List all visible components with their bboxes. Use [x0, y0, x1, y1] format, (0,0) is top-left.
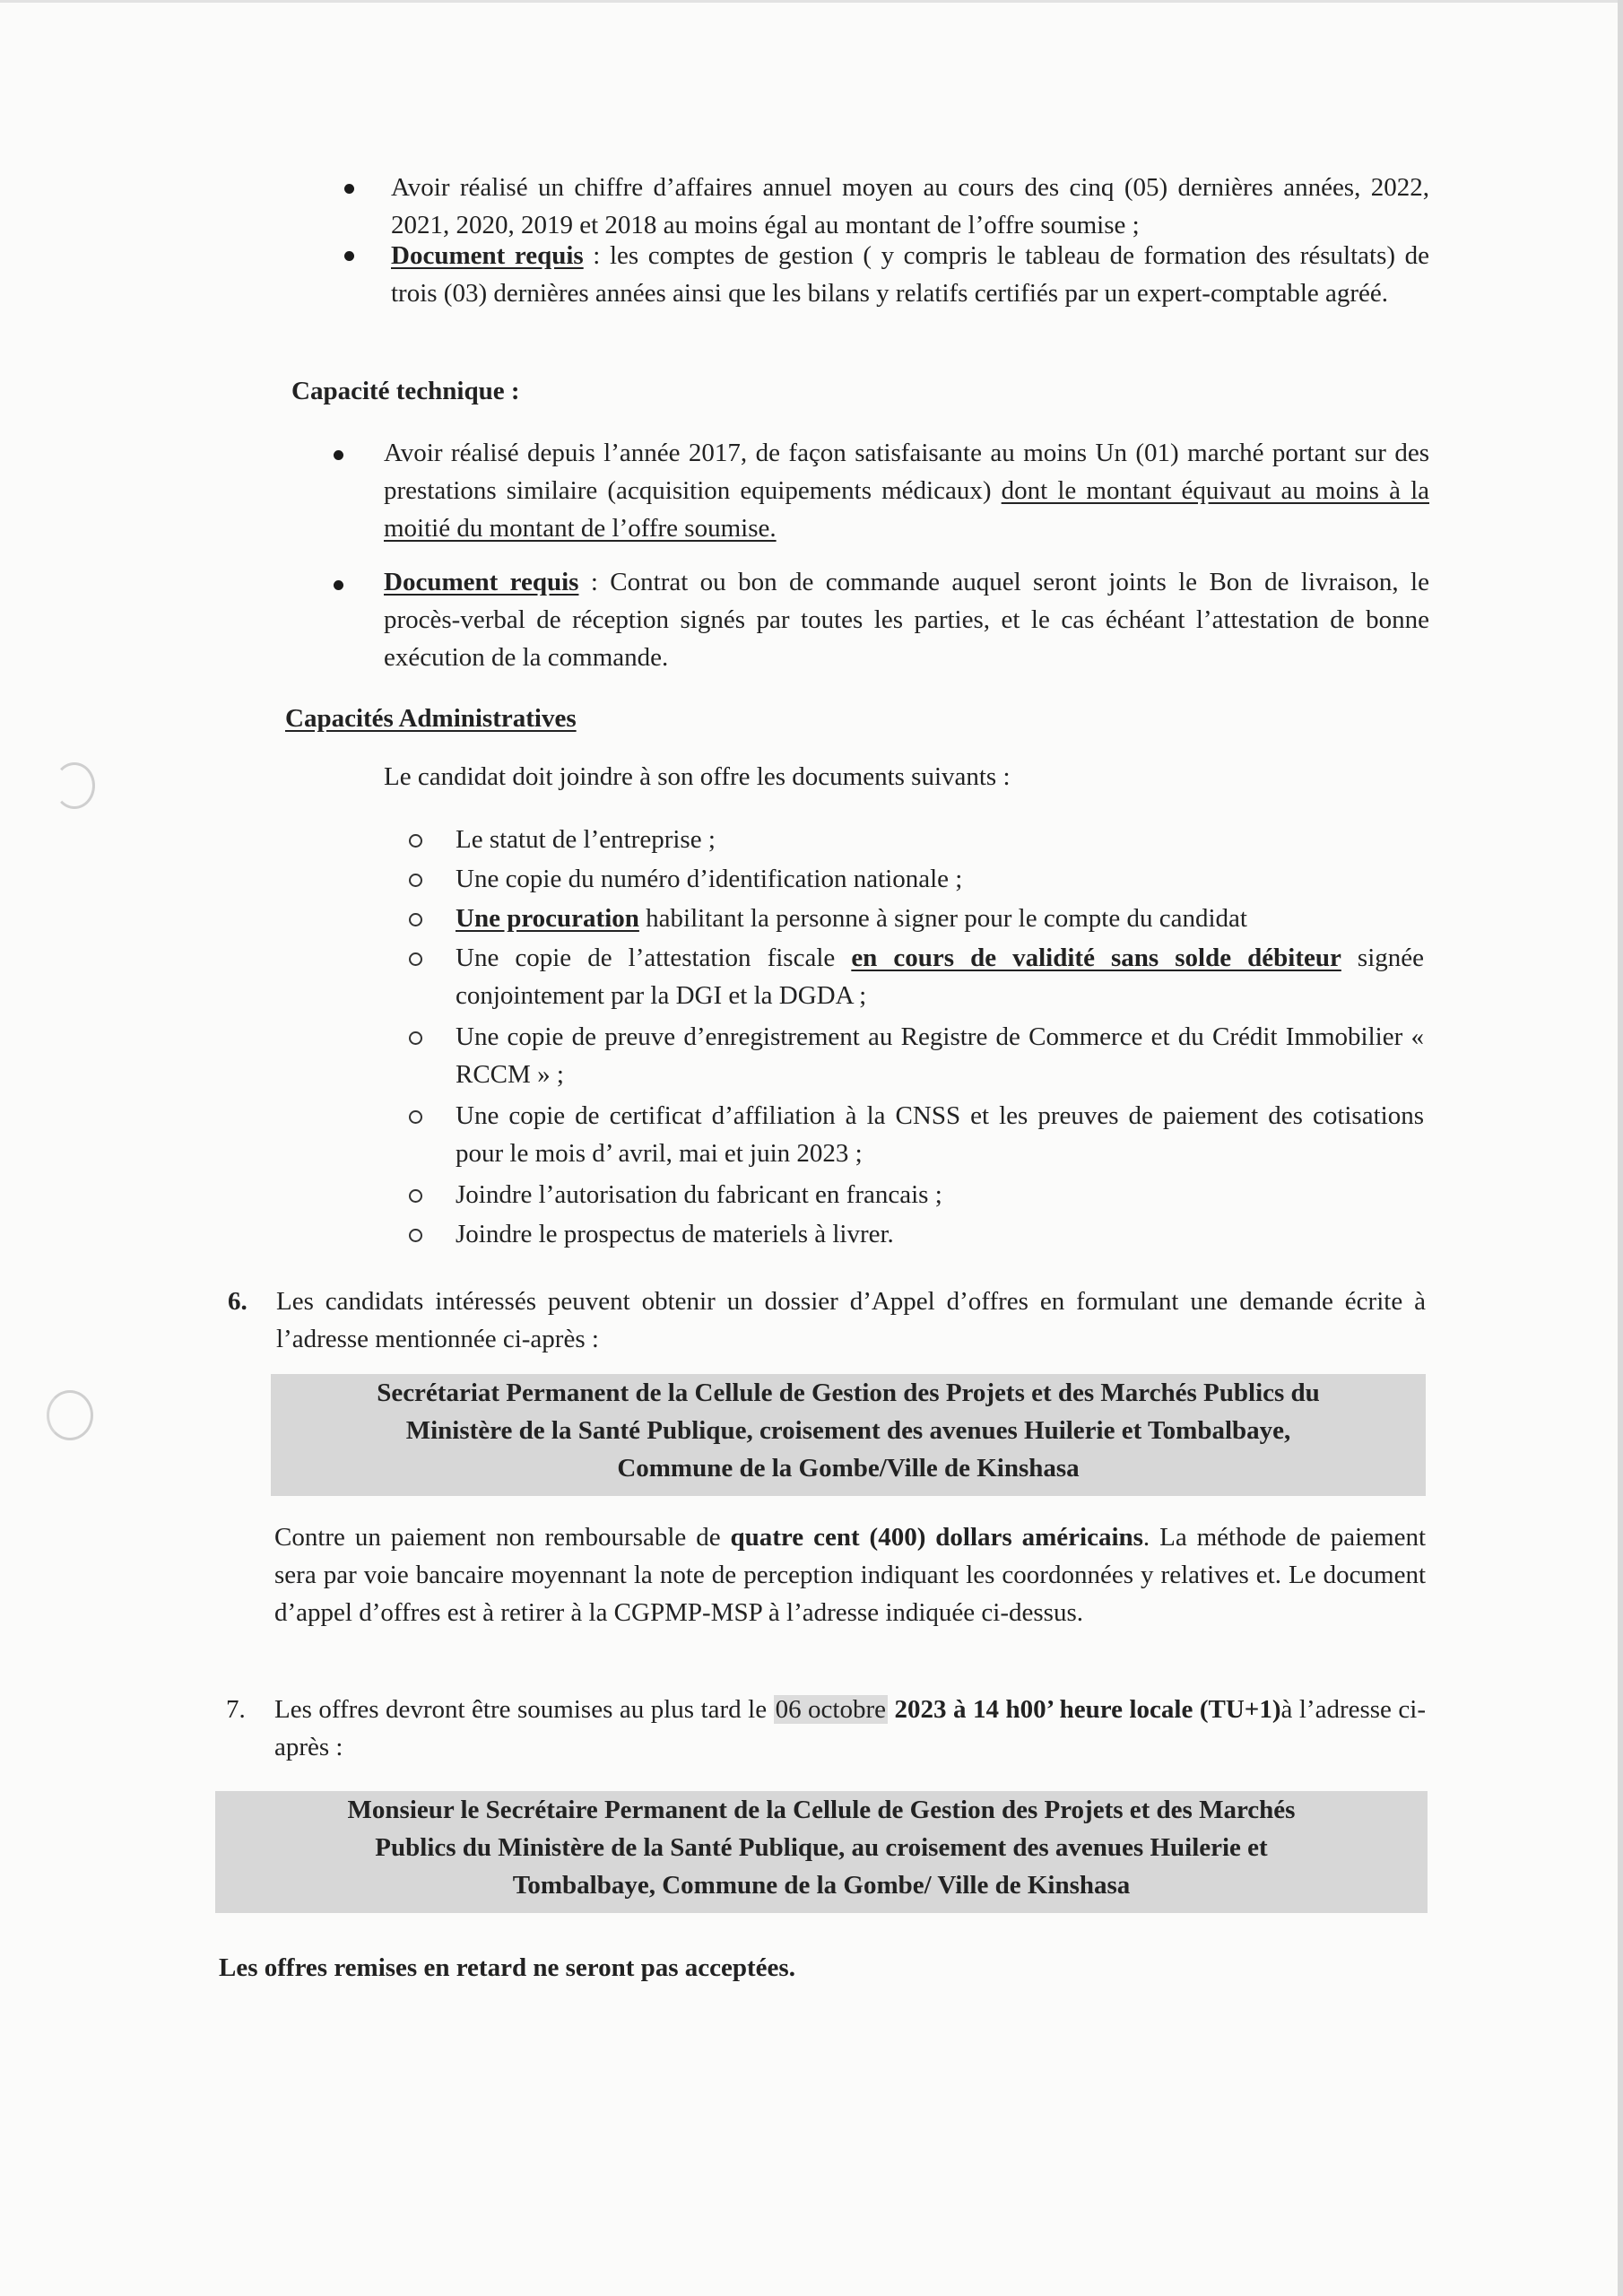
- list-circle-icon: [409, 874, 422, 887]
- item-7-address-box: [215, 1791, 1428, 1913]
- address-line: Publics du Ministère de la Santé Publique, au croisement des avenues Huilerie et: [375, 1833, 1268, 1862]
- address-line: Monsieur le Secrétaire Permanent de la Cellule de Gestion des Projets et des Marchés: [347, 1796, 1296, 1824]
- admin-item-3: [456, 900, 1424, 937]
- payment-text: Contre un paiement non remboursable de: [274, 1523, 731, 1552]
- admin-item-4-text: Une copie de l’attestation fiscale: [456, 944, 852, 972]
- admin-item-7-text: Joindre l’autorisation du fabricant en francais ;: [456, 1180, 942, 1209]
- payment-amount: quatre cent (400) dollars américains: [730, 1523, 1143, 1552]
- list-circle-icon: [409, 834, 422, 848]
- list-circle-icon: [409, 952, 422, 966]
- list-circle-icon: [409, 1229, 422, 1242]
- payment-text-rest: . La méthode de paiement sera par voie bancaire moyennant la note de perception indiquant les coordonnées y relatives et. Le document d’appel d’offres est à retirer à la CGPMP-MSP à l’adresse indiquée ci-dessus.: [274, 1523, 1426, 1627]
- item-7-text: [274, 1691, 1426, 1766]
- admin-item-6-text: Une copie de certificat d’affiliation à la CNSS et les preuves de paiement des cotisations pour le mois d’ avril, mai et juin 2023 ;: [456, 1101, 1424, 1168]
- item-7-number: 7.: [226, 1695, 246, 1724]
- admin-item-3-text: habilitant la personne à signer pour le compte du candidat: [638, 904, 1247, 933]
- punch-hole-mark: [54, 762, 95, 809]
- punch-hole-mark: [47, 1390, 93, 1440]
- deadline-timezone: heure locale (TU+1): [1053, 1695, 1281, 1724]
- admin-item-8: [456, 1215, 1424, 1253]
- document-requis-label: Document requis: [384, 568, 579, 596]
- technical-bullet-1: [384, 434, 1429, 547]
- financial-bullet-2-text: : les comptes de gestion ( y compris le tableau de formation des résultats) de trois (03) dernières années ainsi que les bilans y relatifs certifiés par un expert-comptable agréé.: [391, 241, 1430, 308]
- admin-item-4-post: signée conjointement par la DGI et la DGDA ;: [456, 944, 1424, 1010]
- admin-item-7: [456, 1176, 1424, 1213]
- admin-item-2: [456, 860, 1424, 898]
- administrative-intro: Le candidat doit joindre à son offre les documents suivants :: [384, 762, 1011, 791]
- admin-item-8-text: Joindre le prospectus de materiels à livrer.: [456, 1220, 894, 1248]
- scan-edge: [1618, 0, 1623, 2296]
- item-6-text: Les candidats intéressés peuvent obtenir un dossier d’Appel d’offres en formulant une demande écrite à l’adresse mentionnée ci-après :: [276, 1287, 1426, 1353]
- administrative-heading: Capacités Administratives: [285, 704, 577, 733]
- bullet-icon: [334, 450, 343, 460]
- item-6-number: 6.: [228, 1287, 247, 1316]
- list-circle-icon: [409, 1189, 422, 1203]
- admin-item-3-bold: Une procuration: [456, 904, 639, 933]
- address-line: Commune de la Gombe/Ville de Kinshasa: [617, 1454, 1080, 1483]
- admin-item-6: [456, 1097, 1424, 1172]
- list-circle-icon: [409, 1031, 422, 1045]
- address-line: Ministère de la Santé Publique, croisement des avenues Huilerie et Tombalbaye,: [405, 1416, 1291, 1445]
- financial-bullet-2: [391, 237, 1429, 312]
- address-line: Secrétariat Permanent de la Cellule de Gestion des Projets et des Marchés Publics du: [377, 1378, 1320, 1407]
- bullet-icon: [344, 251, 354, 261]
- deadline-time: 2023 à 14 h00’: [888, 1695, 1054, 1724]
- technical-heading: Capacité technique :: [291, 377, 520, 405]
- admin-item-5: [456, 1018, 1424, 1093]
- address-line: Tombalbaye, Commune de la Gombe/ Ville de Kinshasa: [512, 1871, 1131, 1900]
- admin-item-4-bold: en cours de validité sans solde débiteur: [851, 944, 1341, 972]
- item-7-pre: Les offres devront être soumises au plus tard le: [274, 1695, 774, 1724]
- technical-bullet-1-underlined: dont le montant équivaut au moins à la moitié du montant de l’offre soumise.: [384, 476, 1429, 543]
- admin-item-1-text: Le statut de l’entreprise ;: [456, 825, 716, 854]
- technical-bullet-1-text: Avoir réalisé depuis l’année 2017, de façon satisfaisante au moins Un (01) marché portant sur des prestations similaire (acquisition equipements médicaux): [384, 439, 1429, 505]
- technical-bullet-2-text: : Contrat ou bon de commande auquel seront joints le Bon de livraison, le procès-verbal de réception signés par toutes les parties, et le cas échéant l’attestation de bonne exécution de la commande.: [384, 568, 1429, 672]
- financial-bullet-1: Avoir réalisé un chiffre d’affaires annuel moyen au cours des cinq (05) dernières années, 2022, 2021, 2020, 2019 et 2018 au moins égal au montant de l’offre soumise ;: [391, 173, 1429, 239]
- admin-item-2-text: Une copie du numéro d’identification nationale ;: [456, 865, 963, 893]
- item-7-post: à l’adresse ci-après :: [274, 1695, 1426, 1761]
- admin-item-4: [456, 939, 1424, 1014]
- bullet-icon: [334, 580, 343, 590]
- item-6-payment: [274, 1518, 1426, 1631]
- list-circle-icon: [409, 913, 422, 926]
- admin-item-1: [456, 821, 1424, 858]
- closing-statement: Les offres remises en retard ne seront pas acceptées.: [219, 1953, 795, 1982]
- document-requis-label: Document requis: [391, 241, 584, 270]
- list-circle-icon: [409, 1110, 422, 1124]
- item-6-address-box: [271, 1374, 1426, 1496]
- scan-edge: [0, 0, 1623, 3]
- deadline-date: 06 octobre: [775, 1695, 887, 1724]
- admin-item-5-text: Une copie de preuve d’enregistrement au Registre de Commerce et du Crédit Immobilier « RCCM » ;: [456, 1022, 1424, 1089]
- technical-bullet-2: [384, 563, 1429, 676]
- bullet-icon: [344, 184, 354, 194]
